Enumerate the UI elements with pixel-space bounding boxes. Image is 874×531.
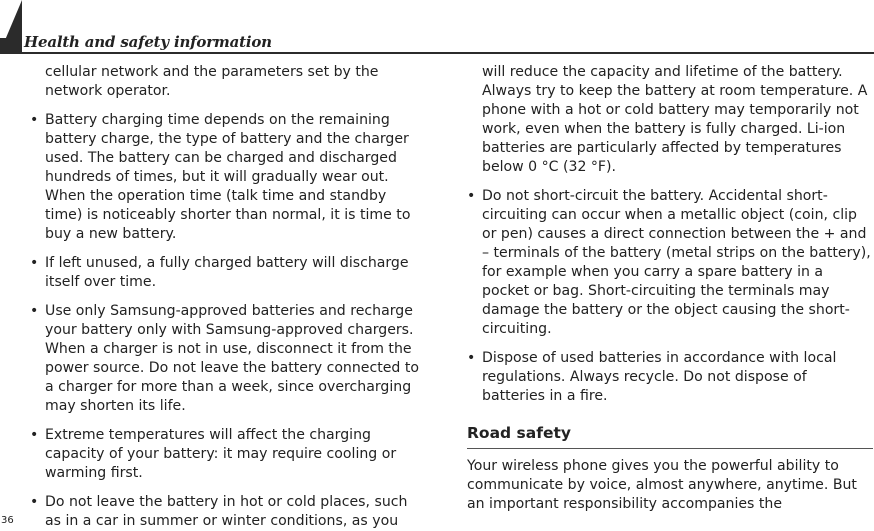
bullet-dot-icon: • [467,350,476,366]
bullet-dot-icon: • [30,255,39,271]
bullet-item-approved-batteries [30,302,426,416]
bullet-dot-icon: • [467,188,476,204]
bullet-dot-icon: • [30,494,39,510]
road-safety-body-text: Your wireless phone gives you the powerful ability to communicate by voice, almost anywhere, anytime. But an important responsibility accompanies the [467,458,857,512]
bullet-text: Dispose of used batteries in accordance with local regulations. Always recycle. Do not dispose of batteries in a fire. [482,350,837,404]
bullet-text: Battery charging time depends on the remaining battery charge, the type of battery and the charger used. The battery can be charged and discharged hundreds of times, but it will gradually wear out. When the operation time (talk time and standby time) is noticeably shorter than normal, it is time to buy a new battery. [45,112,411,242]
left-column [30,63,426,531]
bullet-dot-icon: • [30,427,39,443]
bullet-text: Use only Samsung-approved batteries and recharge your battery only with Samsung-approved chargers. When a charger is not in use, disconnect it from the power source. Do not leave the battery connected to a charger for more than a week, since overcharging may shorten its life. [45,303,419,414]
bullet-item-short-circuit [467,187,873,339]
bullet-text: If left unused, a fully charged battery will discharge itself over time. [45,255,409,290]
bullet-item-charging-time [30,111,426,244]
bullet-item-hot-cold-places [30,493,426,531]
bullet-dot-icon: • [30,112,39,128]
bullet-item-dispose-batteries [467,349,873,406]
bullet-item-unused-discharge [30,254,426,292]
page-header-title: Health and safety information [24,33,272,51]
header-divider [0,52,874,54]
left-bullet-list [30,111,426,531]
left-intro-text: cellular network and the parameters set by the network operator. [45,64,379,99]
bullet-text: Do not short-circuit the battery. Accidental short-circuiting can occur when a metallic object (coin, clip or pen) causes a direct connection between the + and – terminals of the battery (metal strips on the battery), for example when you carry a spare battery in a pocket or bag. Short-circuiting the terminals may damage the battery or the object causing the short-circuiting. [482,188,871,337]
right-bullet-list [467,187,873,406]
bullet-text: Extreme temperatures will affect the charging capacity of your battery: it may require cooling or warming first. [45,427,397,481]
right-column [467,63,873,514]
right-intro-text: will reduce the capacity and lifetime of the battery. Always try to keep the battery at room temperature. A phone with a hot or cold battery may temporarily not work, even when the battery is fully charged. Li-ion batteries are particularly affected by temperatures below 0 °C (32 °F). [482,64,868,175]
page-number: 36 [1,515,14,526]
header-corner-stem [0,38,6,52]
bullet-item-extreme-temperatures [30,426,426,483]
bullet-dot-icon: • [30,303,39,319]
section-heading-road-safety: Road safety [467,424,873,449]
bullet-text: Do not leave the battery in hot or cold places, such as in a car in summer or winter conditions, as you [45,494,408,529]
